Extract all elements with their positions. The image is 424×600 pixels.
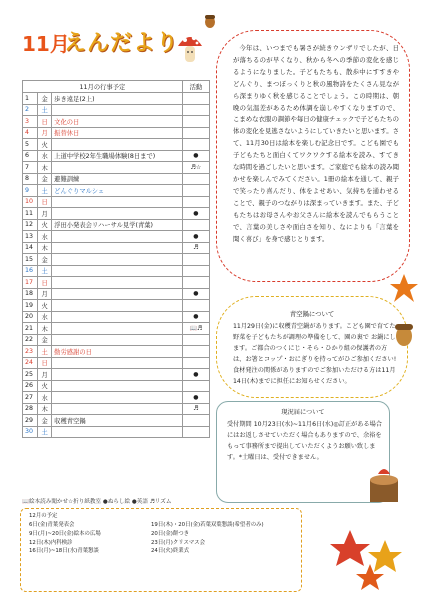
autumn-leaves-illustration <box>330 520 410 592</box>
calendar-row <box>23 208 210 220</box>
december-column-1 <box>29 521 101 556</box>
date-cell: 26 <box>23 380 38 392</box>
weekday-cell: 月 <box>38 288 52 300</box>
calendar-row <box>23 173 210 185</box>
calendar-row <box>23 323 210 335</box>
activity-cell: ● <box>182 311 209 323</box>
date-cell: 6 <box>23 150 38 162</box>
date-cell: 19 <box>23 300 38 312</box>
december-item: 6日(金)青葉発表会 <box>29 522 75 528</box>
december-item: 12日(木)内科検診 <box>29 539 73 546</box>
event-cell <box>52 426 183 438</box>
date-cell: 5 <box>23 139 38 151</box>
activity-cell <box>182 265 209 277</box>
event-cell <box>52 357 183 369</box>
activity-cell: ● <box>182 369 209 381</box>
event-cell: 振替休日 <box>52 127 183 139</box>
calendar-row <box>23 196 210 208</box>
weekday-cell: 木 <box>38 162 52 174</box>
event-cell: 収穫青空鍋 <box>52 415 183 427</box>
calendar-row <box>23 311 210 323</box>
date-cell: 20 <box>23 311 38 323</box>
event-cell <box>52 242 183 254</box>
weekday-cell: 月 <box>38 208 52 220</box>
activity-cell: ● <box>182 288 209 300</box>
event-calendar <box>22 80 210 438</box>
calendar-row <box>23 346 210 358</box>
weekday-cell: 水 <box>38 311 52 323</box>
date-cell: 24 <box>23 357 38 369</box>
weekday-cell: 土 <box>38 104 52 116</box>
date-cell: 29 <box>23 415 38 427</box>
calendar-row <box>23 242 210 254</box>
date-cell: 14 <box>23 242 38 254</box>
calendar-row <box>23 415 210 427</box>
activity-cell: ● <box>182 231 209 243</box>
activity-cell <box>182 139 209 151</box>
activity-cell: ● <box>182 150 209 162</box>
tree-stump-illustration <box>360 466 408 506</box>
activity-cell <box>182 116 209 128</box>
calendar-row <box>23 127 210 139</box>
weekday-cell: 木 <box>38 403 52 415</box>
calendar-row <box>23 334 210 346</box>
event-cell <box>52 403 183 415</box>
weekday-cell: 月 <box>38 127 52 139</box>
weekday-cell: 土 <box>38 265 52 277</box>
weekday-cell: 火 <box>38 300 52 312</box>
date-cell: 12 <box>23 219 38 231</box>
event-cell <box>52 288 183 300</box>
aozora-nabe-body: 11月29日(金)に収穫青空鍋があります。こども園で育てた野菜を子どもたちが調理の準備をして、園の裏で お鍋にします。ご都合のつくにじ・そら・ひかり組の保護者の方は、お箸とコップ・おにぎりを持ってがひご参加ください!食材発注の関係がありますのでご参加いただける方は11月14日(木)までに担任にお知らせください。 <box>233 323 397 385</box>
event-cell <box>52 369 183 381</box>
calendar-row <box>23 277 210 289</box>
calendar-row <box>23 185 210 197</box>
event-cell: 上道中学校2年生職場体験(8日まで) <box>52 150 183 162</box>
calendar-row <box>23 162 210 174</box>
weekday-cell: 土 <box>38 426 52 438</box>
activity-cell <box>182 334 209 346</box>
calendar-row <box>23 104 210 116</box>
event-cell <box>52 162 183 174</box>
weekday-cell: 土 <box>38 185 52 197</box>
event-cell <box>52 265 183 277</box>
date-cell: 4 <box>23 127 38 139</box>
date-cell: 15 <box>23 254 38 266</box>
weekday-cell: 金 <box>38 93 52 105</box>
activity-cell: ● <box>182 392 209 404</box>
activity-cell <box>182 346 209 358</box>
activity-legend: 📖絵本読み聞かせ☆折り紙教室 ●ぬらし絵 ●英語 ♬リズム <box>22 499 172 505</box>
calendar-row <box>23 357 210 369</box>
calendar-row <box>23 139 210 151</box>
calendar-row <box>23 254 210 266</box>
activity-cell <box>182 277 209 289</box>
event-cell <box>52 392 183 404</box>
date-cell: 16 <box>23 265 38 277</box>
greeting-message: 今年は、いつまでも暑さが続きウンザリでしたが、日が落ちるのが早くなり、秋から冬への季節の変化を感じるようになりました。子どもたちも、散歩中にすすきやどんぐり、まつぼっくりと秋の風物詩をたくさん見ながら深まりゆく秋を感じることでしょう。この時期は、朝晩の気温差があるため体調を崩しやすくなりますので、こまめな衣服の調節や毎日の健康チェックで子どもたちの体の変化を見逃さないようにしていきたいと思います。さて、11月30日は絵本を楽しむ記念日です。こども園でも子どもたちと面白くてワクワクする絵本を読み、すてきな時間を過ごしたいと思います。ご家庭でも絵本の読み聞かせを楽しんでみてください。1冊の絵本を通して、親子で笑ったり喜んだり、体をよせあい、気持ちを通わせることで、親子のつながりは深まっていきます。また、子どもたちはお母さんやお父さんに絵本を読んでもらうことで、言葉の美しさや面白さを知り、なによりも「言葉を聞く喜び」を身で感じとります。 <box>233 44 399 243</box>
weekday-cell: 金 <box>38 173 52 185</box>
activity-cell: ♬ <box>182 403 209 415</box>
weekday-cell: 火 <box>38 139 52 151</box>
activity-cell: ● <box>182 208 209 220</box>
calendar-row <box>23 93 210 105</box>
december-item: 19日(木)・20日(金)若葉双葉懇談(希望者のみ) <box>151 522 264 528</box>
weekday-cell: 水 <box>38 150 52 162</box>
event-cell <box>52 300 183 312</box>
date-cell: 11 <box>23 208 38 220</box>
activity-cell <box>182 196 209 208</box>
leaf-icon <box>388 272 420 304</box>
date-cell: 28 <box>23 403 38 415</box>
weekday-cell: 木 <box>38 242 52 254</box>
newsletter-title: えんだより <box>64 31 180 56</box>
activity-cell <box>182 357 209 369</box>
calendar-row <box>23 219 210 231</box>
december-column-2 <box>151 521 264 556</box>
activity-cell <box>182 254 209 266</box>
weekday-cell: 火 <box>38 380 52 392</box>
date-cell: 1 <box>23 93 38 105</box>
date-cell: 3 <box>23 116 38 128</box>
calendar-row <box>23 116 210 128</box>
activity-cell <box>182 415 209 427</box>
status-report-heading: 現況届について <box>281 409 325 416</box>
month-label: 11月 <box>22 32 70 56</box>
date-cell: 8 <box>23 173 38 185</box>
weekday-cell: 水 <box>38 231 52 243</box>
calendar-row <box>23 300 210 312</box>
calendar-row <box>23 369 210 381</box>
event-cell <box>52 311 183 323</box>
event-cell <box>52 334 183 346</box>
weekday-cell: 日 <box>38 196 52 208</box>
date-cell: 22 <box>23 334 38 346</box>
event-cell <box>52 104 183 116</box>
mushroom-illustration <box>176 30 204 66</box>
activity-cell <box>182 219 209 231</box>
date-cell: 18 <box>23 288 38 300</box>
event-cell <box>52 196 183 208</box>
aozora-nabe-box <box>216 296 408 398</box>
date-cell: 21 <box>23 323 38 335</box>
weekday-cell: 日 <box>38 116 52 128</box>
weekday-cell: 木 <box>38 323 52 335</box>
weekday-cell: 月 <box>38 369 52 381</box>
acorn-icon <box>390 318 418 348</box>
calendar-row <box>23 265 210 277</box>
calendar-row <box>23 150 210 162</box>
date-cell: 2 <box>23 104 38 116</box>
event-cell <box>52 323 183 335</box>
weekday-cell: 金 <box>38 254 52 266</box>
december-item: 23日(月)クリスマス会 <box>151 539 205 546</box>
event-cell: 歩き遠足(2上) <box>52 93 183 105</box>
weekday-cell: 金 <box>38 334 52 346</box>
weekday-cell: 日 <box>38 357 52 369</box>
event-cell <box>52 277 183 289</box>
date-cell: 17 <box>23 277 38 289</box>
activity-cell <box>182 426 209 438</box>
december-item: 16日(月)~18日(水)青葉懇談 <box>29 548 99 555</box>
event-cell: 浮田小発表会リハーサル見学(青葉) <box>52 219 183 231</box>
event-cell: どんぐりマルシェ <box>52 185 183 197</box>
date-cell: 10 <box>23 196 38 208</box>
event-cell <box>52 208 183 220</box>
december-schedule <box>20 508 302 592</box>
calendar-row <box>23 288 210 300</box>
acorn-decoration <box>200 10 240 30</box>
activity-cell: 📖♬ <box>182 323 209 335</box>
weekday-cell: 土 <box>38 346 52 358</box>
calendar-row <box>23 426 210 438</box>
calendar-row <box>23 392 210 404</box>
status-report-body: 受付期間 10月23日(水)~11月6日(水)◎訂正がある場合にはお返しさせていただく場合もありますので、余裕をもって事務所まで提出していただくようお願い致します。*土曜日は、受付できません。 <box>227 421 382 461</box>
aozora-nabe-heading: 青空鍋について <box>289 310 335 318</box>
december-item: 20日(金)餅つき <box>151 530 190 537</box>
weekday-cell: 火 <box>38 219 52 231</box>
date-cell: 30 <box>23 426 38 438</box>
calendar-heading: 11月の行事予定 <box>23 81 183 93</box>
event-cell: 文化の日 <box>52 116 183 128</box>
event-cell <box>52 231 183 243</box>
date-cell: 7 <box>23 162 38 174</box>
activity-cell: ♬☆ <box>182 162 209 174</box>
december-item: 24日(火)終業式 <box>151 548 190 555</box>
event-cell <box>52 254 183 266</box>
december-heading: 12月の予定 <box>29 513 58 519</box>
activity-heading: 活動 <box>182 81 209 93</box>
calendar-row <box>23 231 210 243</box>
activity-cell <box>182 173 209 185</box>
event-cell <box>52 380 183 392</box>
activity-cell <box>182 300 209 312</box>
calendar-row <box>23 403 210 415</box>
event-cell: 避難訓練 <box>52 173 183 185</box>
event-cell <box>52 139 183 151</box>
weekday-cell: 金 <box>38 415 52 427</box>
activity-cell <box>182 104 209 116</box>
december-item: 9日(月)~20日(金)絵本の広場 <box>29 530 101 537</box>
activity-cell <box>182 127 209 139</box>
date-cell: 23 <box>23 346 38 358</box>
greeting-message-box <box>216 30 410 282</box>
date-cell: 25 <box>23 369 38 381</box>
date-cell: 27 <box>23 392 38 404</box>
activity-cell <box>182 185 209 197</box>
weekday-cell: 日 <box>38 277 52 289</box>
activity-cell <box>182 380 209 392</box>
weekday-cell: 水 <box>38 392 52 404</box>
activity-cell <box>182 93 209 105</box>
activity-cell: ♬ <box>182 242 209 254</box>
event-cell: 勤労感謝の日 <box>52 346 183 358</box>
calendar-row <box>23 380 210 392</box>
date-cell: 13 <box>23 231 38 243</box>
date-cell: 9 <box>23 185 38 197</box>
